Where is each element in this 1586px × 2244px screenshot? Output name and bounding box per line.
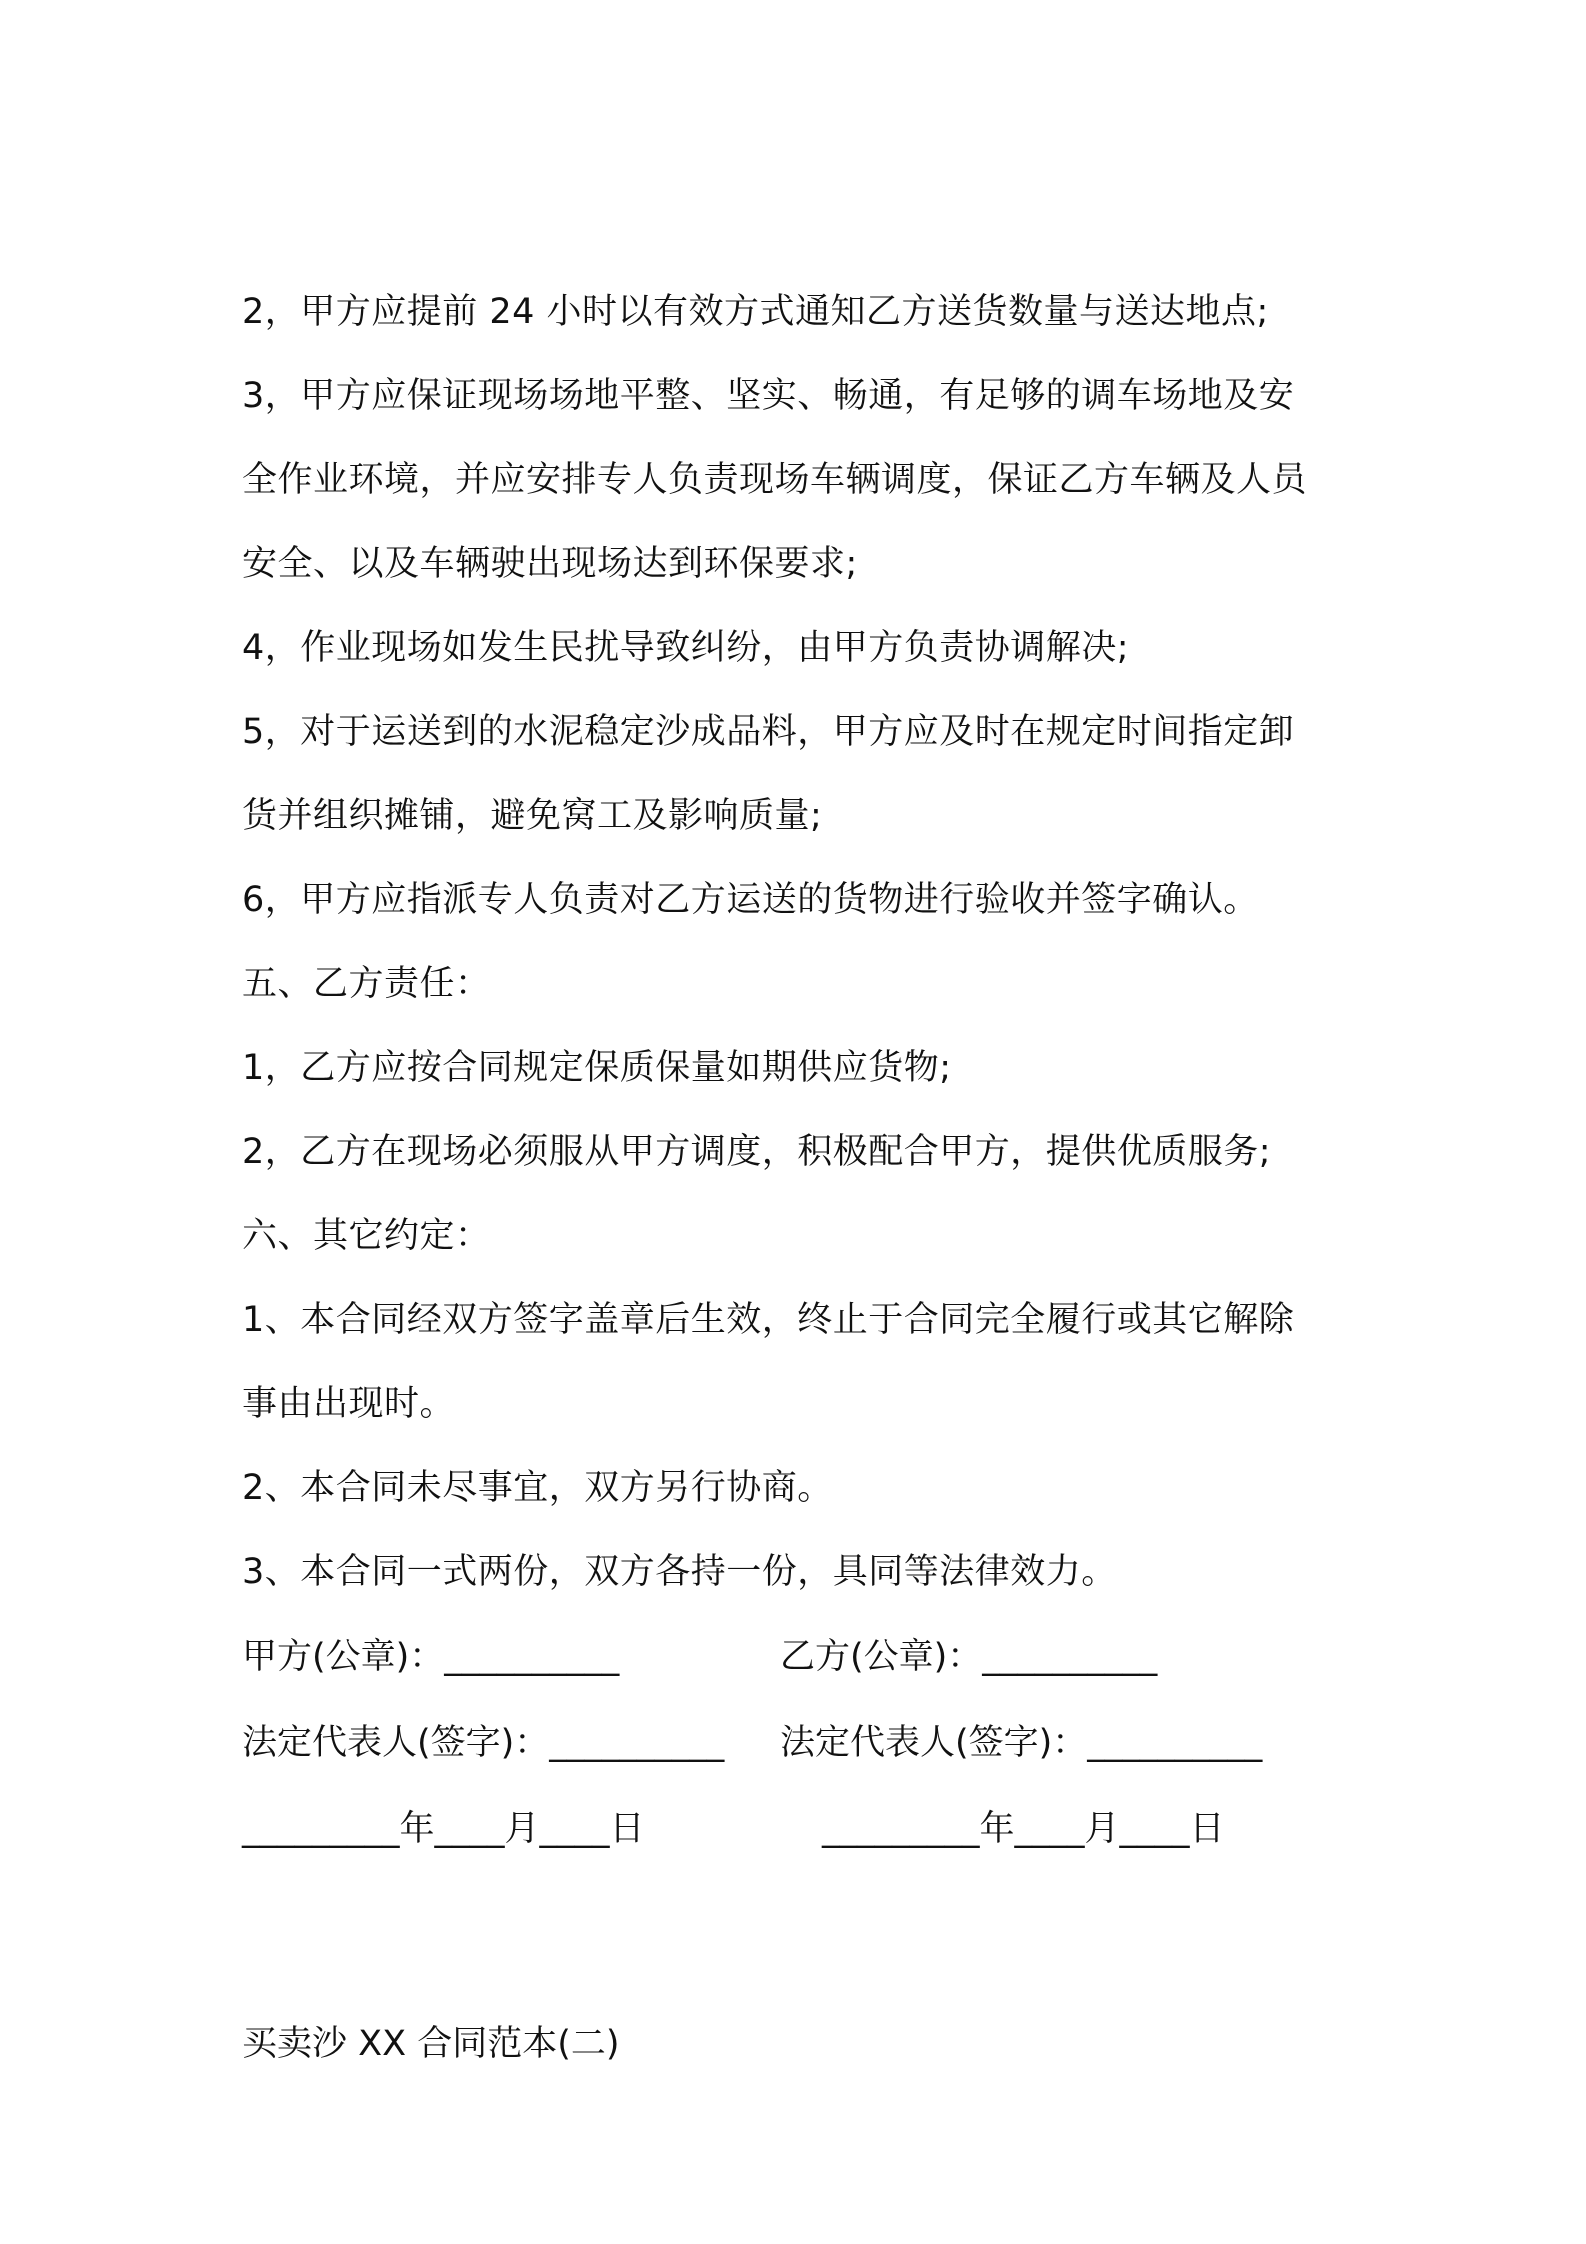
clause-line: 5，对于运送到的水泥稳定沙成品料，甲方应及时在规定时间指定卸	[242, 712, 1295, 752]
next-contract-title: 买卖沙 XX 合同范本(二)	[242, 2024, 620, 2064]
party-b-date-field: _________年____月____日	[822, 1809, 1225, 1849]
clause-line: 3，甲方应保证现场场地平整、坚实、畅通，有足够的调车场地及安	[242, 376, 1295, 416]
clause-line: 2、本合同未尽事宜，双方另行协商。	[242, 1468, 833, 1508]
party-a-representative-field: 法定代表人(签字)：__________	[242, 1723, 725, 1763]
date-row	[242, 1786, 1362, 1872]
clause-line: 4，作业现场如发生民扰导致纠纷，由甲方负责协调解决;	[242, 628, 1130, 668]
party-b-seal-field: 乙方(公章)：__________	[780, 1637, 1158, 1677]
party-a-seal-field: 甲方(公章)：__________	[242, 1637, 620, 1677]
section-gap	[242, 1872, 1362, 2002]
section-heading: 五、乙方责任：	[242, 964, 491, 1004]
section-heading: 六、其它约定：	[242, 1216, 491, 1256]
clause-line: 事由出现时。	[242, 1384, 456, 1424]
clause-line: 货并组织摊铺，避免窝工及影响质量;	[242, 796, 823, 836]
clause-line: 2，乙方在现场必须服从甲方调度，积极配合甲方，提供优质服务;	[242, 1132, 1272, 1172]
clause-line: 全作业环境，并应安排专人负责现场车辆调度，保证乙方车辆及人员	[242, 460, 1308, 500]
clause-line: 1、本合同经双方签字盖章后生效，终止于合同完全履行或其它解除	[242, 1300, 1295, 1340]
clause-line: 2，甲方应提前 24 小时以有效方式通知乙方送货数量与送达地点;	[242, 292, 1269, 332]
party-b-representative-field: 法定代表人(签字)：__________	[780, 1723, 1263, 1763]
document-body	[242, 270, 1362, 2086]
clause-line: 3、本合同一式两份，双方各持一份，具同等法律效力。	[242, 1552, 1117, 1592]
seal-row	[242, 1614, 1362, 1700]
clause-line: 6，甲方应指派专人负责对乙方运送的货物进行验收并签字确认。	[242, 880, 1259, 920]
clause-line: 1，乙方应按合同规定保质保量如期供应货物;	[242, 1048, 952, 1088]
representative-row	[242, 1700, 1362, 1786]
clause-line: 安全、以及车辆驶出现场达到环保要求;	[242, 544, 858, 584]
party-a-date-field: _________年____月____日	[242, 1809, 645, 1849]
